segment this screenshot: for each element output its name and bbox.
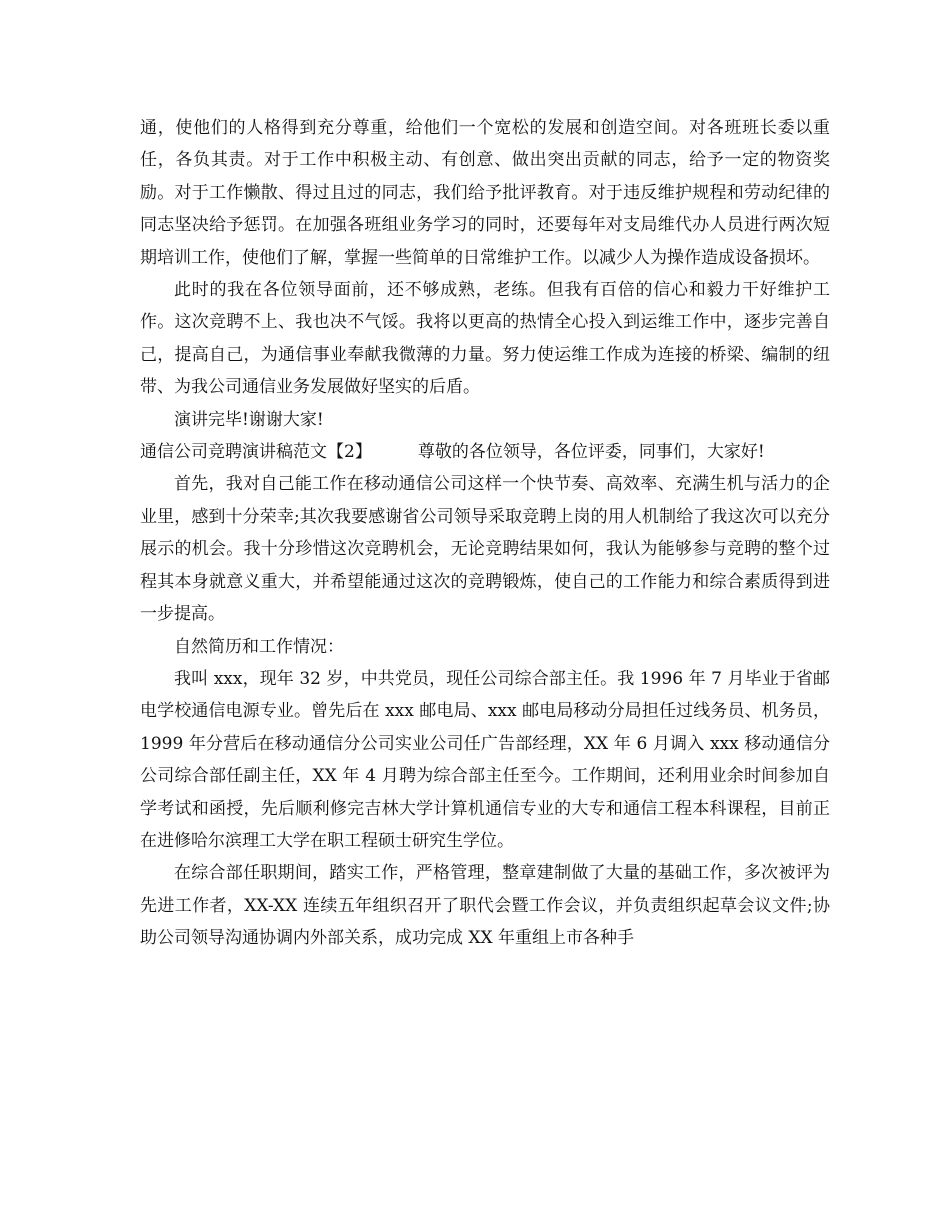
subheading: 自然简历和工作情况： bbox=[174, 636, 344, 657]
body-paragraph: 首先，我对自己能工作在移动通信公司这样一个快节奏、高效率、充满生机与活力的企业里，感到十分荣幸;其次我要感谢省公司领导采取竞聘上岗的用人机制给了我这次可以充分展示的机会。我十分珍惜这次竞聘机会，无论竞聘结果如何，我认为能够参与竞聘的整个过程其本身就意义重大，并希望能通过这次的竞聘锻炼，使自己的工作能力和综合素质得到进一步提高。 bbox=[140, 474, 830, 625]
closing-remark: 演讲完毕!谢谢大家! bbox=[174, 409, 324, 430]
greeting: 尊敬的各位领导，各位评委，同事们，大家好! bbox=[417, 442, 765, 463]
body-paragraph: 我叫 xxx，现年 32 岁，中共党员，现任公司综合部主任。我 1996 年 7 月毕业于省邮电学校通信电源专业。曾先后在 xxx 邮电局、xxx 邮电局移动分局担任过线务员、机务员，1999 年分营后在移动通信分公司实业公司任广告部经理，XX 年 6 月调入 xxx 移动通信分公司综合部任副主任，XX 年 4 月聘为综合部主任至今。工作期间，还利用业余时间参加自学考试和函授，先后顺利修完吉林大学计算机通信专业的大专和通信工程本科课程，目前正在进修哈尔滨理工大学在职工程硕士研究生学位。 bbox=[140, 668, 830, 851]
body-paragraph: 通，使他们的人格得到充分尊重，给他们一个宽松的发展和创造空间。对各班班长委以重任，各负其责。对于工作中积极主动、有创意、做出突出贡献的同志，给予一定的物资奖励。对于工作懒散、得过且过的同志，我们给予批评教育。对于违反维护规程和劳动纪律的同志坚决给予惩罚。在加强各班组业务学习的同时，还要每年对支局维代办人员进行两次短期培训工作，使他们了解，掌握一些简单的日常维护工作。以减少人为操作造成设备损坏。 bbox=[140, 118, 830, 268]
section-title: 通信公司竞聘演讲稿范文【2】 bbox=[140, 442, 372, 463]
body-paragraph: 在综合部任职期间，踏实工作，严格管理，整章建制做了大量的基础工作，多次被评为先进工作者，XX-XX 连续五年组织召开了职代会暨工作会议，并负责组织起草会议文件;协助公司领导沟通协调内外部关系，成功完成 XX 年重组上市各种手 bbox=[140, 863, 830, 949]
section-title-line bbox=[140, 436, 830, 468]
document-page bbox=[140, 112, 830, 955]
body-paragraph: 此时的我在各位领导面前，还不够成熟，老练。但我有百倍的信心和毅力干好维护工作。这次竞聘不上、我也决不气馁。我将以更高的热情全心投入到运维工作中，逐步完善自己，提高自己，为通信事业奉献我微薄的力量。努力使运维工作成为连接的桥梁、编制的纽带、为我公司通信业务发展做好坚实的后盾。 bbox=[140, 280, 830, 398]
